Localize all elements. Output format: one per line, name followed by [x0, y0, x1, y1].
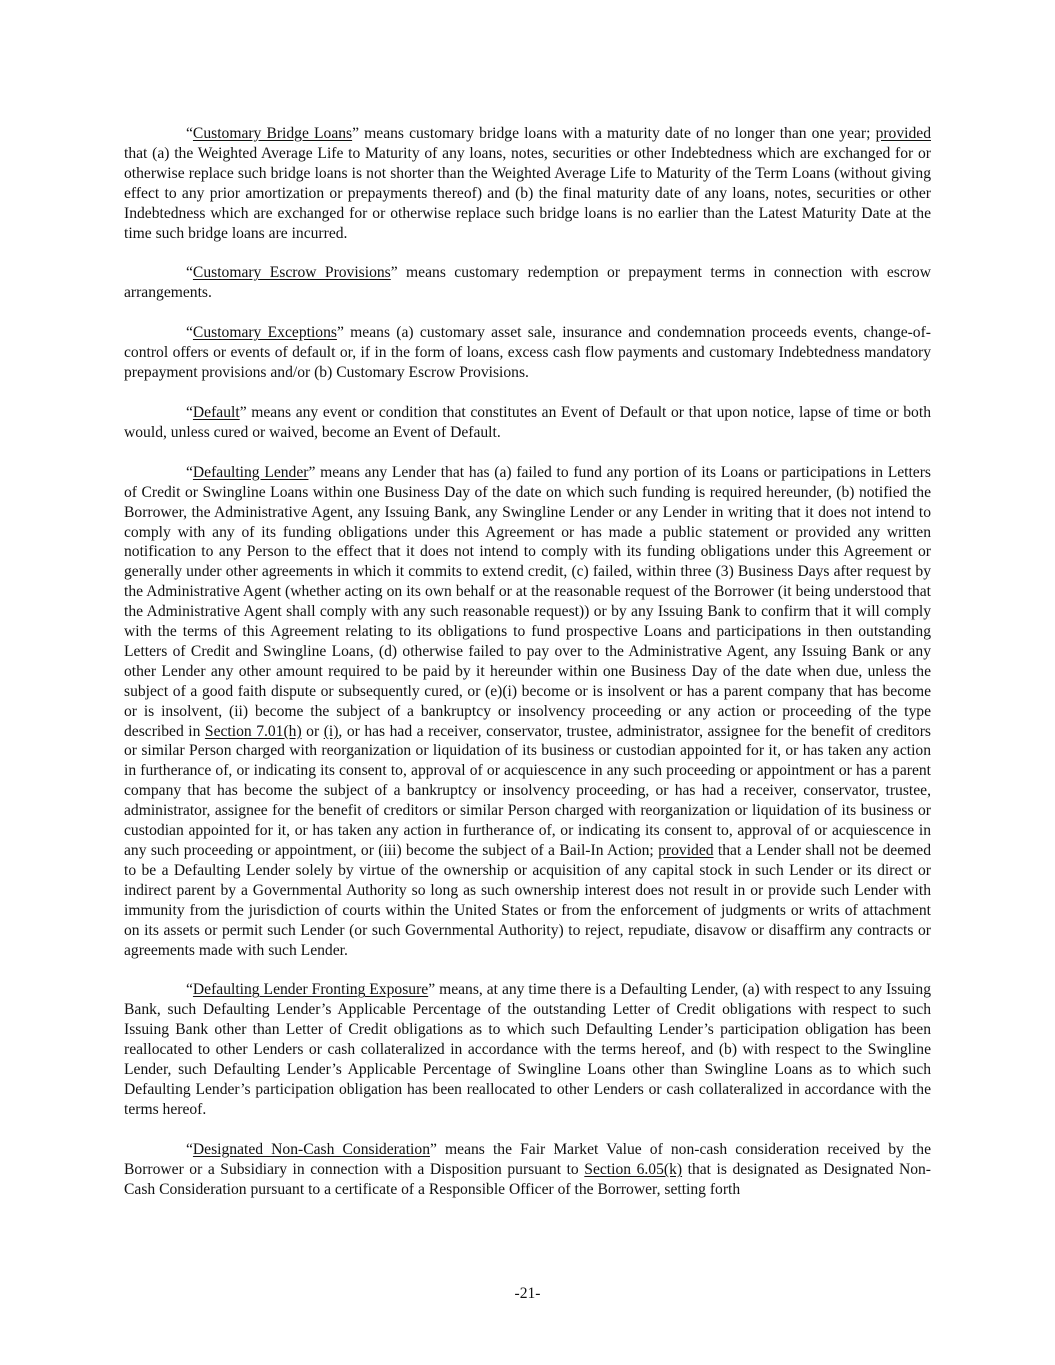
definition-customary-escrow-provisions	[124, 263, 931, 303]
defined-term: Defaulting Lender	[192, 463, 309, 481]
definition-text: means any Lender that has (a) failed to fund any portion of its Loans or participations in Letters of Credit or Swingline Loans within one Business Day of the date on which such funding is required hereunder, (b) notified the Borrower, the Administrative Agent, any Issuing Bank, any Swingline Lender or any Lender in writing that it does not intend to comply with any of its funding obligations under this Agreement or has made a public statement or provided any written notification to any Person to the effect that it does not intend to comply with its funding obligations under this Agreement or generally under other agreements in which it commits to extend credit, (c) failed, within three (3) Business Days after request by the Administrative Agent (whether acting on its own behalf or at the reasonable request of the Borrower (it being understood that the Administrative Agent shall comply with any such reasonable request)) or by any Issuing Bank to confirm that it will comply with the terms of this Agreement relating to its obligations to fund prospective Loans and participations in then outstanding Letters of Credit and Swingline Loans, (d) otherwise failed to pay over to the Administrative Agent, any Issuing Bank or any other Lender any other amount required to be paid by it hereunder within one Business Day of the date when due, unless the subject of a good faith dispute or subsequently cured, or (e)(i) become or is insolvent or has a parent company that has become or is insolvent, (ii) become the subject of a bankruptcy or insolvency proceeding or any action or proceeding of the type described in	[124, 463, 931, 740]
underlined-word: provided	[875, 125, 931, 142]
definition-text: or	[301, 722, 324, 740]
open-quote: “	[186, 981, 193, 999]
defined-term: Defaulting Lender Fronting Exposure	[192, 981, 429, 999]
definition-designated-non-cash-consideration	[124, 1140, 931, 1200]
definition-text: means the Fair Market Value of non-cash consideration received by the Borrower or a Subsidiary in connection with a Disposition pursuant to	[124, 1140, 931, 1178]
definition-text: that is designated as Designated Non-Cash Consideration pursuant to a certificate of a Responsible Officer of the Borrower, setting forth	[124, 1160, 931, 1198]
open-quote: “	[186, 1140, 193, 1158]
definition-text: means customary redemption or prepayment terms in connection with escrow arrangements.	[124, 264, 931, 302]
defined-term: Customary Exceptions	[192, 324, 337, 342]
open-quote: “	[186, 324, 193, 342]
definition-text: means, at any time there is a Defaulting Lender, (a) with respect to any Issuing Bank, such Defaulting Lender’s Applicable Percentage of the outstanding Letter of Credit obligations with respect to such Issuing Bank other than Letter of Credit obligations as to which such Defaulting Lender’s participation obligation has been reallocated to other Lenders or cash collateralized in accordance with the terms hereof, and (b) with respect to the Swingline Lender, such Defaulting Lender’s Applicable Percentage of Swingline Loans other than Swingline Loans as to which such Defaulting Lender’s participation obligation has been reallocated to other Lenders or cash collateralized in accordance with the terms hereof.	[124, 981, 931, 1118]
close-quote: ”	[336, 324, 344, 342]
close-quote: ”	[428, 981, 436, 999]
defined-term: Customary Escrow Provisions	[192, 264, 391, 282]
defined-term: Default	[192, 403, 240, 421]
definition-default	[124, 403, 931, 443]
close-quote: ”	[308, 463, 316, 481]
definition-defaulting-lender-fronting-exposure	[124, 980, 931, 1119]
underlined-word: provided	[658, 842, 714, 859]
section-reference: Section 6.05(k)	[584, 1160, 683, 1178]
close-quote: ”	[430, 1140, 437, 1158]
close-quote: ”	[239, 403, 247, 421]
definition-text: means (a) customary asset sale, insurance and condemnation proceeds events, change-of-control offers or events of default or, if in the form of loans, excess cash flow payments and customary Indebtedness mandatory prepayment provisions and/or (b) Customary Escrow Provisions.	[124, 324, 931, 382]
defined-term: Customary Bridge Loans	[192, 125, 353, 142]
open-quote: “	[186, 125, 193, 142]
definition-text: means any event or condition that constitutes an Event of Default or that upon notice, lapse of time or both would, unless cured or waived, become an Event of Default.	[124, 403, 931, 441]
open-quote: “	[186, 463, 193, 481]
open-quote: “	[186, 403, 193, 421]
definition-text: that a Lender shall not be deemed to be a Defaulting Lender solely by virtue of the ownership or acquisition of any capital stock in such Lender or its direct or indirect parent by a Governmental Authority so long as such ownership interest does not result in or provide such Lender with immunity from the jurisdiction of courts within the United States or from the enforcement of judgments or writs of attachment on its assets or permit such Lender (or such Governmental Authority) to reject, repudiate, disavow or disaffirm any contracts or agreements made with such Lender.	[124, 842, 931, 959]
definition-text: that (a) the Weighted Average Life to Maturity of any loans, notes, securities or other Indebtedness which are exchanged for or otherwise replace such bridge loans is not shorter than the Weighted Average Life to Maturity of the Term Loans (without giving effect to any prior amortization or prepayments thereof) and (b) the final maturity date of any loans, notes, securities or other Indebtedness which are exchanged for or otherwise replace such bridge loans is no earlier than the Latest Maturity Date at the time such bridge loans are incurred.	[124, 144, 931, 242]
definition-text: , or has had a receiver, conservator, trustee, administrator, assignee for the benefit of creditors or similar Person charged with reorganization or liquidation of its business or custodian appointed for it, or has taken any action in furtherance of, or indicating its consent to, approval of or acquiescence in any such proceeding or appointment or has a parent company that has become the subject of a bankruptcy or insolvency proceeding, or has had a receiver, conservator, trustee, administrator, assignee for the benefit of creditors or similar Person charged with reorganization or liquidation of its business or custodian appointed for it, or has taken any action in furtherance of, or indicating its consent to, approval of or acquiescence in any such proceeding or appointment, or (iii) become the subject of a Bail-In Action;	[124, 722, 931, 859]
page-number: -21-	[514, 1285, 541, 1302]
section-reference: Section 7.01(h)	[204, 722, 302, 740]
document-body	[124, 124, 931, 1220]
close-quote: ”	[390, 264, 398, 282]
section-reference: (i)	[323, 722, 339, 740]
open-quote: “	[186, 264, 193, 282]
close-quote: ”	[352, 125, 360, 142]
definition-text: means customary bridge loans with a maturity date of no longer than one year;	[359, 125, 876, 142]
definition-customary-bridge-loans	[124, 124, 931, 243]
definition-defaulting-lender	[124, 463, 931, 961]
definition-customary-exceptions	[124, 323, 931, 383]
defined-term: Designated Non-Cash Consideration	[192, 1140, 430, 1158]
